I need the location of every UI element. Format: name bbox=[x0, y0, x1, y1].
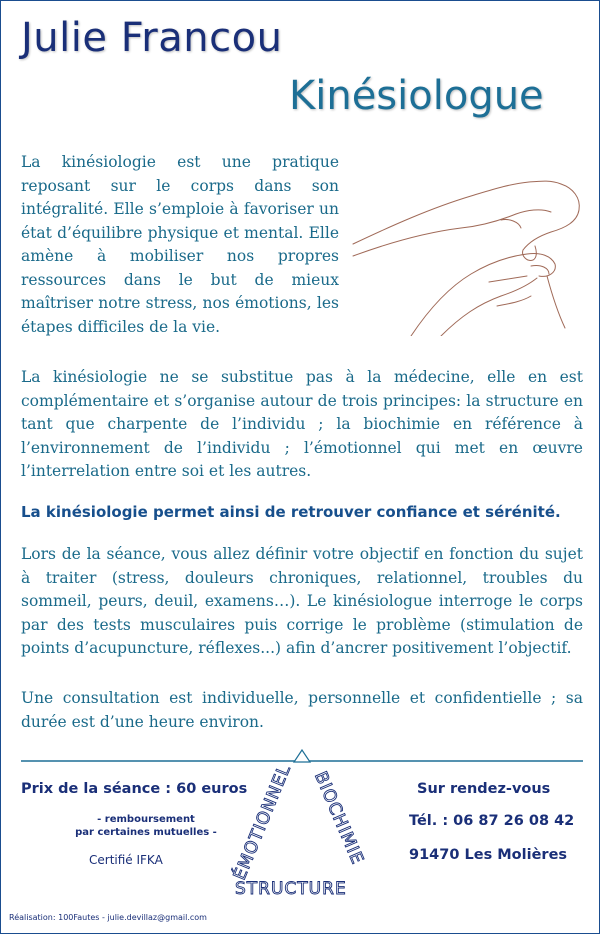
triangle-biochemistry-label: BIOCHIMIE bbox=[309, 768, 368, 868]
session-price: Prix de la séance : 60 euros bbox=[21, 781, 248, 797]
reimbursement-note bbox=[61, 813, 231, 839]
principles-paragraph: La kinésiologie ne se substitue pas à la médecine, elle en est complémentaire et s’organise autour de trois principes: la structure en tant que charpente de l’individu ; la biochimie en référence à l’environnement de l’individu ; l’émotionnel qui met en œuvre l’interrelation entre soi et les autres. bbox=[21, 368, 583, 480]
hands-icon bbox=[351, 156, 583, 336]
location: 91470 Les Molières bbox=[409, 847, 568, 863]
reimbursement-line-2: par certaines mutuelles - bbox=[75, 827, 217, 838]
session-paragraph: Lors de la séance, vous allez définir votre objectif en fonction du sujet à traiter (stress, douleurs chroniques, relationnel, troubles du sommeil, peurs, deuil, examens…). Le kinésiologue interroge le corps par des tests musculaires puis corrige le problème (stimulation de points d’acupuncture, réflexes...) afin d’ancrer positivement l’objectif. bbox=[21, 545, 583, 657]
triangle-emotional-label: ÉMOTIONNEL bbox=[229, 761, 296, 884]
highlight-statement: La kinésiologie permet ainsi de retrouver confiance et sérénité. bbox=[21, 503, 561, 521]
credits-line: Réalisation: 100Fautes - julie.devillaz@gmail.com bbox=[9, 913, 207, 922]
phone-number: Tél. : 06 87 26 08 42 bbox=[409, 813, 575, 829]
intro-paragraph: La kinésiologie est une pratique reposant sur le corps dans son intégralité. Elle s’emploie à favoriser un état d’équilibre physique et mental. Elle amène à mobiliser nos propres ressources dans le but de mieux maîtriser notre stress, nos émotions, les étapes difficiles de la vie. bbox=[21, 153, 339, 336]
appointment-note: Sur rendez-vous bbox=[417, 781, 551, 797]
certification: Certifié IFKA bbox=[89, 853, 163, 867]
consultation-paragraph: Une consultation est individuelle, personnelle et confidentielle ; sa durée est d’une heure environ. bbox=[21, 689, 583, 731]
practitioner-name: Julie Francou bbox=[21, 15, 283, 61]
principles-triangle bbox=[221, 741, 381, 901]
profession-title: Kinésiologue bbox=[289, 73, 544, 119]
triangle-structure-label: STRUCTURE bbox=[235, 879, 347, 899]
reimbursement-line-1: - remboursement bbox=[97, 814, 195, 825]
